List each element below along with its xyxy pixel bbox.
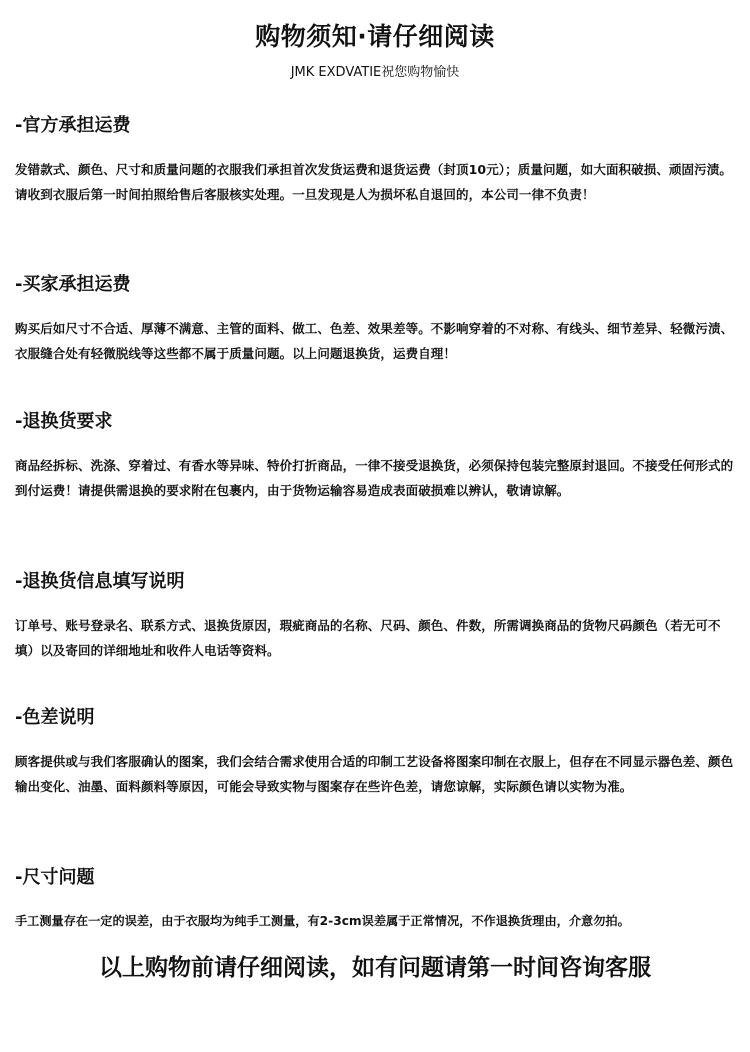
- section-heading: -官方承担运费: [15, 115, 131, 136]
- section-return-requirements: [15, 409, 737, 503]
- section-heading: -尺寸问题: [15, 867, 95, 888]
- section-body: 订单号、账号登录名、联系方式、退换货原因，瑕疵商品的名称、尺码、颜色、件数，所需调换商品的货物尺码颜色（若无可不填）以及寄回的详细地址和收件人电话等资料。: [15, 618, 721, 658]
- page-subtitle: JMK EXDVATIE祝您购物愉快: [290, 65, 460, 80]
- section-heading: -退换货要求: [15, 411, 113, 432]
- section-heading: -色差说明: [15, 707, 95, 728]
- section-body: 顾客提供或与我们客服确认的图案，我们会结合需求使用合适的印制工艺设备将图案印制在衣服上，但存在不同显示器色差、颜色输出变化、油墨、面料颜料等原因，可能会导致实物与图案存在些许色差，请您谅解，实际颜色请以实物为准。: [15, 754, 734, 794]
- footer-notice: 以上购物前请仔细阅读，如有问题请第一时间咨询客服: [99, 955, 651, 981]
- section-body: 购买后如尺寸不合适、厚薄不满意、主管的面料、做工、色差、效果差等。不影响穿着的不对称、有线头、细节差异、轻微污渍、衣服缝合处有轻微脱线等这些都不属于质量问题。以上问题退换货，运费自理！: [15, 321, 734, 361]
- section-heading: -买家承担运费: [15, 274, 131, 295]
- section-return-info: [15, 569, 737, 663]
- section-body: 发错款式、颜色、尺寸和质量问题的衣服我们承担首次发货运费和退货运费（封顶10元）；质量问题，如大面积破损、顽固污渍。请收到衣服后第一时间拍照给售后客服核实处理。一旦发现是人为损坏私自退回的，本公司一律不负责！: [15, 162, 732, 202]
- page-title: 购物须知·请仔细阅读: [255, 22, 495, 51]
- section-size-issue: [15, 865, 737, 934]
- section-buyer-shipping: [15, 272, 737, 366]
- section-color-difference: [15, 705, 737, 799]
- section-body: 手工测量存在一定的误差，由于衣服均为纯手工测量，有2-3cm误差属于正常情况，不作退换货理由，介意勿拍。: [15, 914, 630, 928]
- section-body: 商品经拆标、洗涤、穿着过、有香水等异味、特价打折商品，一律不接受退换货，必须保持包装完整原封退回。不接受任何形式的到付运费！请提供需退换的要求附在包裹内，由于货物运输容易造成表面破损难以辨认，敬请谅解。: [15, 458, 734, 498]
- section-official-shipping: [15, 113, 737, 207]
- section-heading: -退换货信息填写说明: [15, 571, 185, 592]
